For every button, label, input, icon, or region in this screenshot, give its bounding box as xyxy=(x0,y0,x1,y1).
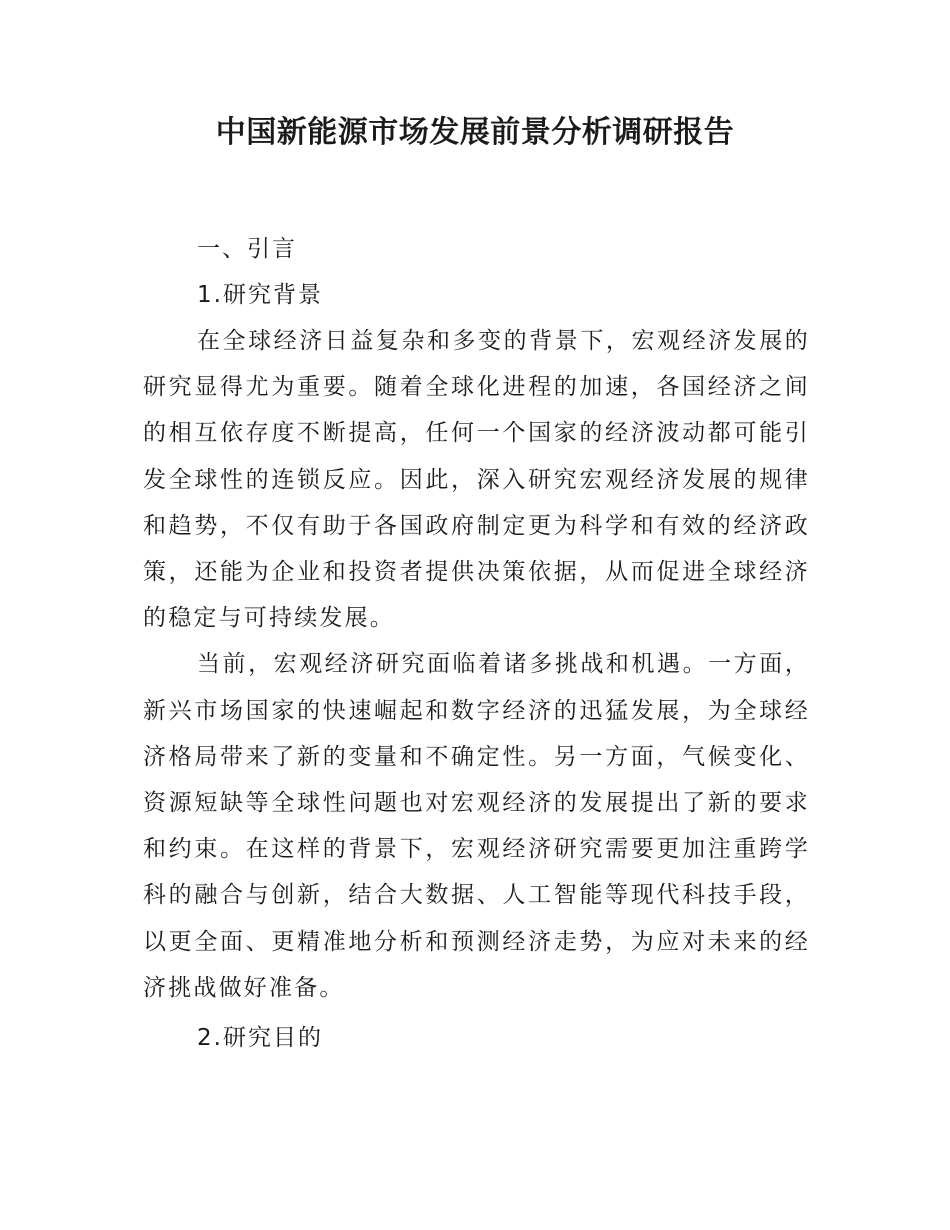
section-heading-introduction: 一、引言 xyxy=(197,236,297,262)
paragraph-background-2: 当前，宏观经济研究面临着诸多挑战和机遇。一方面，新兴市场国家的快速崛起和数字经济的迅猛发展，为全球经济格局带来了新的变量和不确定性。另一方面，气候变化、资源短缺等全球性问题也对宏观经济的发展提出了新的要求和约束。在这样的背景下，宏观经济研究需要更加注重跨学科的融合与创新，结合大数据、人工智能等现代科技手段，以更全面、更精准地分析和预测经济走势，为应对未来的经济挑战做好准备。 xyxy=(143,651,810,1001)
subsection-heading-background: 1.研究背景 xyxy=(197,282,323,308)
document-body xyxy=(143,226,810,1061)
paragraph-background-1: 在全球经济日益复杂和多变的背景下，宏观经济发展的研究显得尤为重要。随着全球化进程的加速，各国经济之间的相互依存度不断提高，任何一个国家的经济波动都可能引发全球性的连锁反应。因此，深入研究宏观经济发展的规律和趋势，不仅有助于各国政府制定更为科学和有效的经济政策，还能为企业和投资者提供决策依据，从而促进全球经济的稳定与可持续发展。 xyxy=(143,328,810,632)
document-title: 中国新能源市场发展前景分析调研报告 xyxy=(215,115,735,150)
subsection-heading-purpose: 2.研究目的 xyxy=(197,1025,323,1052)
